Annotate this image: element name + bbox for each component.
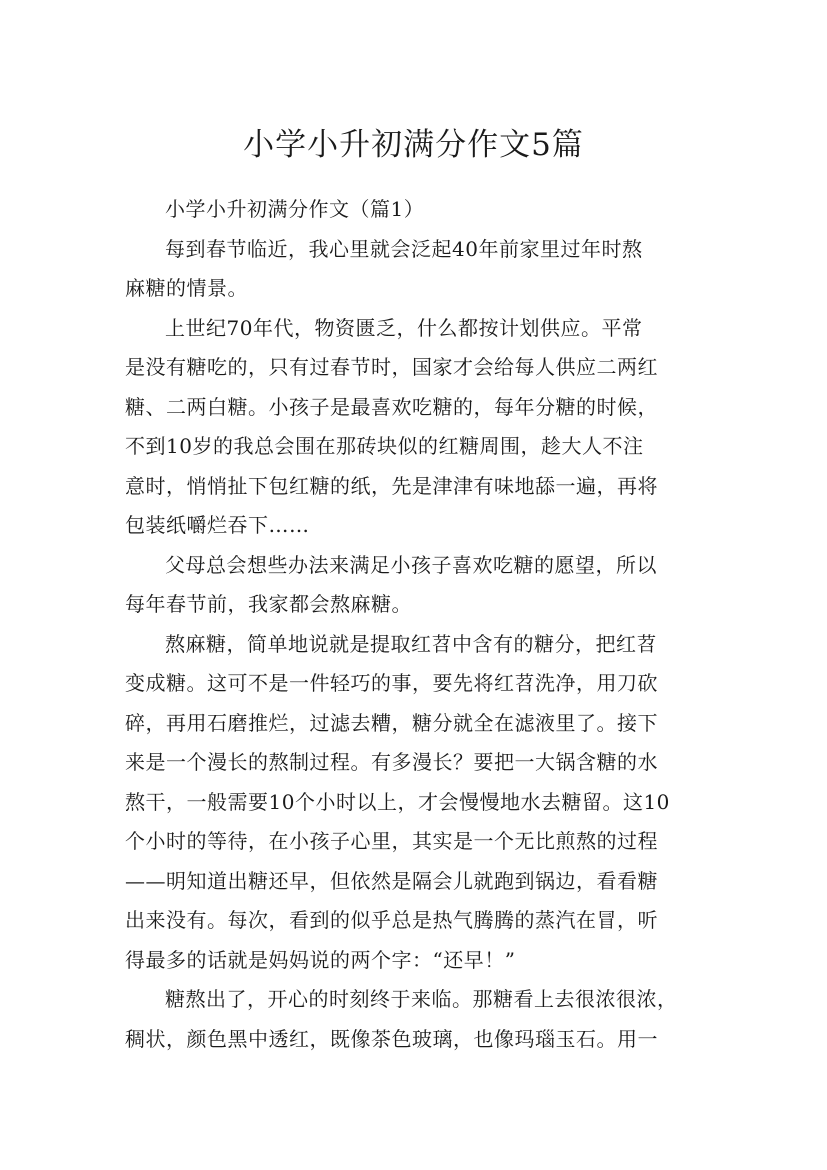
paragraph-line: 熬麻糖，简单地说就是提取红苕中含有的糖分，把红苕 xyxy=(165,631,657,656)
paragraph-line: 得最多的话就是妈妈说的两个字：“还早！” xyxy=(125,947,516,972)
paragraph-line: 包装纸嚼烂吞下…… xyxy=(125,513,310,537)
paragraph-line: 碎，再用石磨推烂，过滤去糟，糖分就全在滤液里了。接下 xyxy=(125,710,658,735)
paragraph-line: 个小时的等待，在小孩子心里，其实是一个无比煎熬的过程 xyxy=(125,829,658,853)
paragraph-line: 来是一个漫长的熬制过程。有多漫长？要把一大锅含糖的水 xyxy=(125,750,658,774)
paragraph-line: 变成糖。这可不是一件轻巧的事，要先将红苕洗净，用刀砍 xyxy=(125,671,658,695)
paragraph-line: 每到春节临近，我心里就会泛起40年前家里过年时熬 xyxy=(165,236,643,261)
paragraph-line: 是没有糖吃的，只有过春节时，国家才会给每人供应二两红 xyxy=(125,355,658,379)
paragraph xyxy=(125,546,705,625)
paragraph xyxy=(125,980,705,1059)
paragraph-line: 父母总会想些办法来满足小孩子喜欢吃糖的愿望，所以 xyxy=(165,552,657,577)
document-title: 小学小升初满分作文5篇 xyxy=(243,126,584,163)
document-body xyxy=(125,190,705,1059)
paragraph-line: 糖、二两白糖。小孩子是最喜欢吃糖的，每年分糖的时候， xyxy=(125,394,658,419)
paragraphs xyxy=(125,230,705,1060)
paragraph-line: 意时，悄悄扯下包红糖的纸，先是津津有味地舔一遍，再将 xyxy=(125,473,658,498)
paragraph-line: 麻糖的情景。 xyxy=(125,276,248,300)
paragraph-line: 糖熬出了，开心的时刻终于来临。那糖看上去很浓很浓， xyxy=(165,987,678,1011)
paragraph-line: 不到10岁的我总会围在那砖块似的红糖周围，趁大人不注 xyxy=(125,434,644,458)
section-heading: 小学小升初满分作文（篇1） xyxy=(165,197,425,221)
paragraph xyxy=(125,309,705,546)
paragraph-line: 稠状，颜色黑中透红，既像茶色玻璃，也像玛瑙玉石。用一 xyxy=(125,1026,658,1051)
paragraph-line: 每年春节前，我家都会熬麻糖。 xyxy=(125,592,412,616)
paragraph-line: 熬干，一般需要10个小时以上，才会慢慢地水去糖留。这10 xyxy=(125,789,670,814)
paragraph-line: ——明知道出糖还早，但依然是隔会儿就跑到锅边，看看糖 xyxy=(125,868,658,893)
paragraph xyxy=(125,230,705,309)
paragraph-line: 出来没有。每次，看到的似乎总是热气腾腾的蒸汽在冒，听 xyxy=(125,908,658,932)
paragraph-line: 上世纪70年代，物资匮乏，什么都按计划供应。平常 xyxy=(165,315,643,340)
paragraph xyxy=(125,625,705,981)
